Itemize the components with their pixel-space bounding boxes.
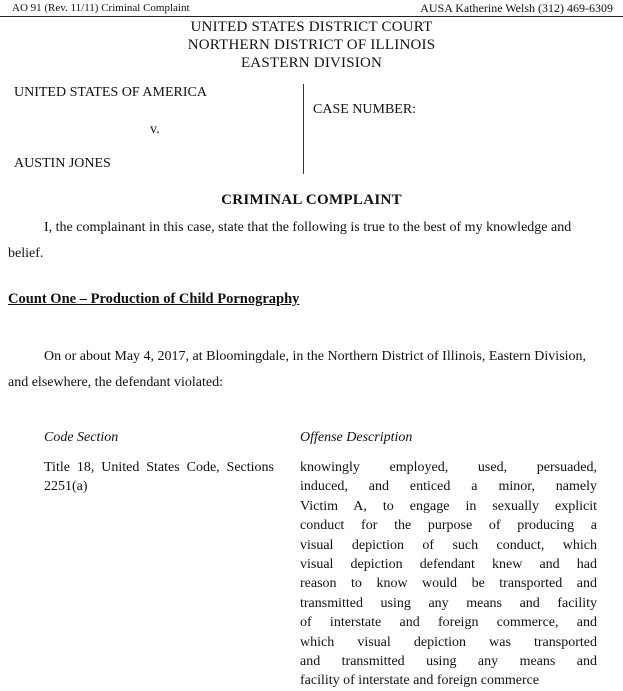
offense-description xyxy=(300,458,597,691)
count-paragraph: On or about May 4, 2017, at Bloomingdale, in the Northern District of Illinois, Eastern Division, and elsewhere, the defendant violated: xyxy=(8,349,587,390)
offense-line: which visual depiction was transported xyxy=(300,634,597,650)
court-caption xyxy=(0,18,623,72)
offense-line: and transmitted using any means and xyxy=(300,654,597,670)
offense-line: transmitted using any means and facility xyxy=(300,595,597,611)
code-section: Title 18, United States Code, Sections 2251(a) xyxy=(44,460,274,494)
offense-line: knowingly employed, used, persuaded, xyxy=(300,460,597,475)
offense-line: induced, and enticed a minor, namely xyxy=(300,479,597,495)
offense-line: conduct for the purpose of producing a xyxy=(300,518,597,534)
case-number-label: CASE NUMBER: xyxy=(313,102,417,117)
document-title: CRIMINAL COMPLAINT xyxy=(221,192,402,208)
caption-divider xyxy=(303,84,304,174)
offense-description-header: Offense Description xyxy=(300,430,413,445)
form-header xyxy=(0,0,623,17)
offense-line: reason to know would be transported and xyxy=(300,576,597,592)
ausa-contact: AUSA Katherine Welsh (312) 469-6309 xyxy=(420,1,613,15)
form-id: AO 91 (Rev. 11/11) Criminal Complaint xyxy=(12,2,190,14)
plaintiff-name: UNITED STATES OF AMERICA xyxy=(14,85,207,100)
offense-line: visual depiction defendant knew and had xyxy=(300,557,597,573)
offense-line: facility of interstate and foreign commerce xyxy=(300,673,540,689)
court-division: EASTERN DIVISION xyxy=(240,55,383,71)
offense-line: of interstate and foreign commerce, and xyxy=(300,615,597,631)
defendant-name: AUSTIN JONES xyxy=(14,156,111,171)
code-section-header: Code Section xyxy=(44,430,119,445)
court-name: UNITED STATES DISTRICT COURT xyxy=(190,19,433,35)
court-district: NORTHERN DISTRICT OF ILLINOIS xyxy=(187,37,436,53)
intro-paragraph: I, the complainant in this case, state that the following is true to the best of my knowledge and belief. xyxy=(8,220,572,261)
offense-line: visual depiction of such conduct, which xyxy=(300,537,597,553)
offense-line: Victim A, to engage in sexually explicit xyxy=(300,498,597,514)
count-heading: Count One – Production of Child Pornography xyxy=(8,291,300,307)
versus: v. xyxy=(150,122,160,137)
